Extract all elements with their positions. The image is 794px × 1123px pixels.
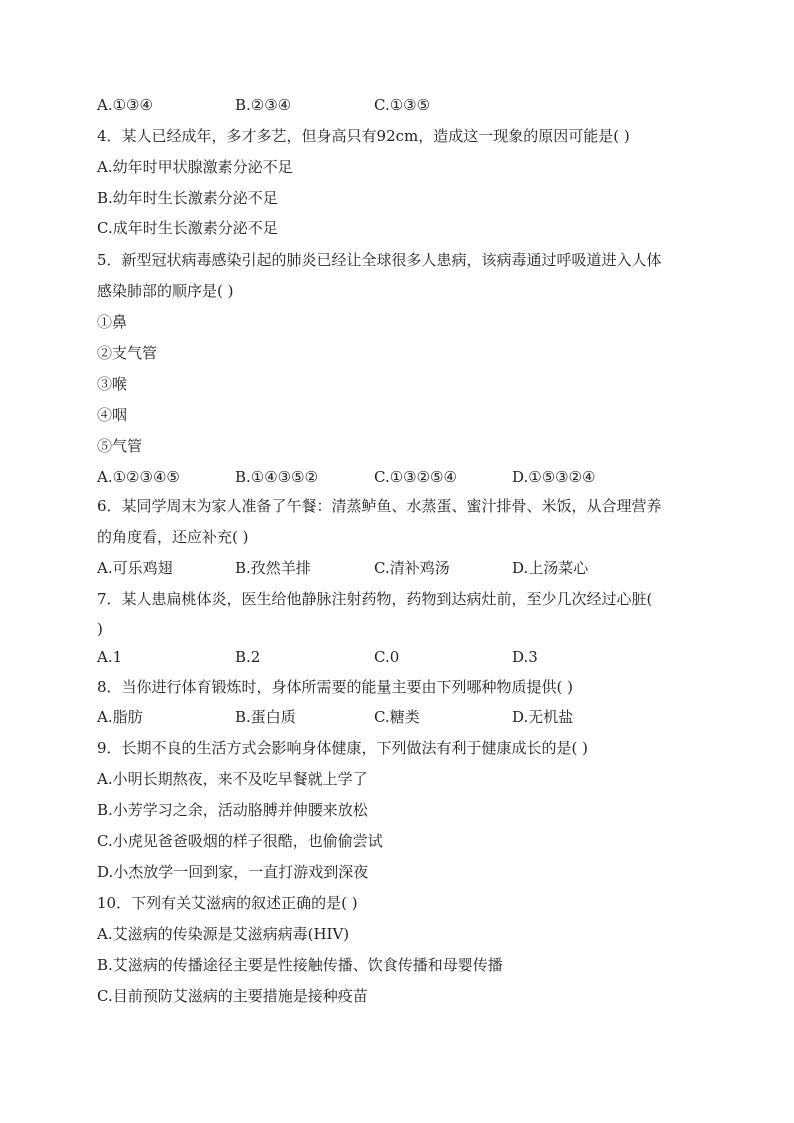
q8-option-d: D.无机盐 [512, 708, 574, 726]
q7-option-b: B.2 [235, 648, 261, 666]
q5-option-a: A.①②③④⑤ [97, 468, 180, 486]
q5-item-5: ⑤气管 [97, 437, 143, 455]
q5-item-1: ①鼻 [97, 313, 128, 331]
q3-option-b: B.②③④ [235, 96, 292, 114]
q8-option-c: C.糖类 [374, 708, 420, 726]
q5-item-3: ③喉 [97, 375, 128, 393]
q5-options-row [97, 465, 707, 489]
q5-option-d: D.①⑤③②④ [512, 468, 596, 486]
q8-option-a: A.脂肪 [97, 708, 143, 726]
q9-option-a: A.小明长期熬夜，来不及吃早餐就上学了 [97, 770, 368, 788]
q7-option-d: D.3 [512, 648, 538, 666]
q8-options-row [97, 705, 707, 729]
q9-option-b: B.小芳学习之余，活动胳膊并伸腰来放松 [97, 801, 368, 819]
q4-option-c: C.成年时生长激素分泌不足 [97, 219, 278, 237]
q6-stem-line1: 6．某同学周末为家人准备了午餐：清蒸鲈鱼、水蒸蛋、蜜汁排骨、米饭，从合理营养 [97, 497, 662, 515]
q6-stem-line2: 的角度看，还应补充( ) [97, 528, 249, 546]
q4-stem: 4．某人已经成年，多才多艺，但身高只有92cm，造成这一现象的原因可能是( ) [97, 127, 630, 145]
q5-stem-line2: 感染肺部的顺序是( ) [97, 282, 234, 300]
q9-option-d: D.小杰放学一回到家，一直打游戏到深夜 [97, 863, 369, 881]
q6-option-c: C.清补鸡汤 [374, 559, 450, 577]
q6-option-d: D.上汤菜心 [512, 559, 589, 577]
q10-stem: 10．下列有关艾滋病的叙述正确的是( ) [97, 894, 358, 912]
q4-option-a: A.幼年时甲状腺激素分泌不足 [97, 158, 293, 176]
q5-option-c: C.①③②⑤④ [374, 468, 457, 486]
q3-options-row [97, 93, 707, 117]
q7-option-c: C.0 [374, 648, 400, 666]
q6-option-a: A.可乐鸡翅 [97, 559, 173, 577]
q10-option-a: A.艾滋病的传染源是艾滋病病毒(HIV) [97, 925, 350, 943]
q7-stem-line2: ) [97, 620, 103, 638]
q5-item-2: ②支气管 [97, 344, 158, 362]
q7-stem-line1: 7．某人患扁桃体炎，医生给他静脉注射药物，药物到达病灶前，至少几次经过心脏( [97, 590, 653, 608]
q5-stem-line1: 5．新型冠状病毒感染引起的肺炎已经让全球很多人患病，该病毒通过呼吸道进入人体 [97, 251, 662, 269]
q8-option-b: B.蛋白质 [235, 708, 296, 726]
q9-option-c: C.小虎见爸爸吸烟的样子很酷，也偷偷尝试 [97, 832, 383, 850]
q3-option-a: A.①③④ [97, 96, 153, 114]
q5-item-4: ④咽 [97, 406, 128, 424]
q9-stem: 9．长期不良的生活方式会影响身体健康，下列做法有利于健康成长的是( ) [97, 739, 589, 757]
q6-options-row [97, 556, 707, 580]
q8-stem: 8．当你进行体育锻炼时，身体所需要的能量主要由下列哪种物质提供( ) [97, 678, 574, 696]
q10-option-c: C.目前预防艾滋病的主要措施是接种疫苗 [97, 987, 368, 1005]
q5-option-b: B.①④③⑤② [235, 468, 319, 486]
q4-option-b: B.幼年时生长激素分泌不足 [97, 189, 278, 207]
q6-option-b: B.孜然羊排 [235, 559, 311, 577]
q7-options-row [97, 645, 707, 669]
q7-option-a: A.1 [97, 648, 123, 666]
q3-option-c: C.①③⑤ [374, 96, 431, 114]
q10-option-b: B.艾滋病的传播途径主要是性接触传播、饮食传播和母婴传播 [97, 956, 503, 974]
